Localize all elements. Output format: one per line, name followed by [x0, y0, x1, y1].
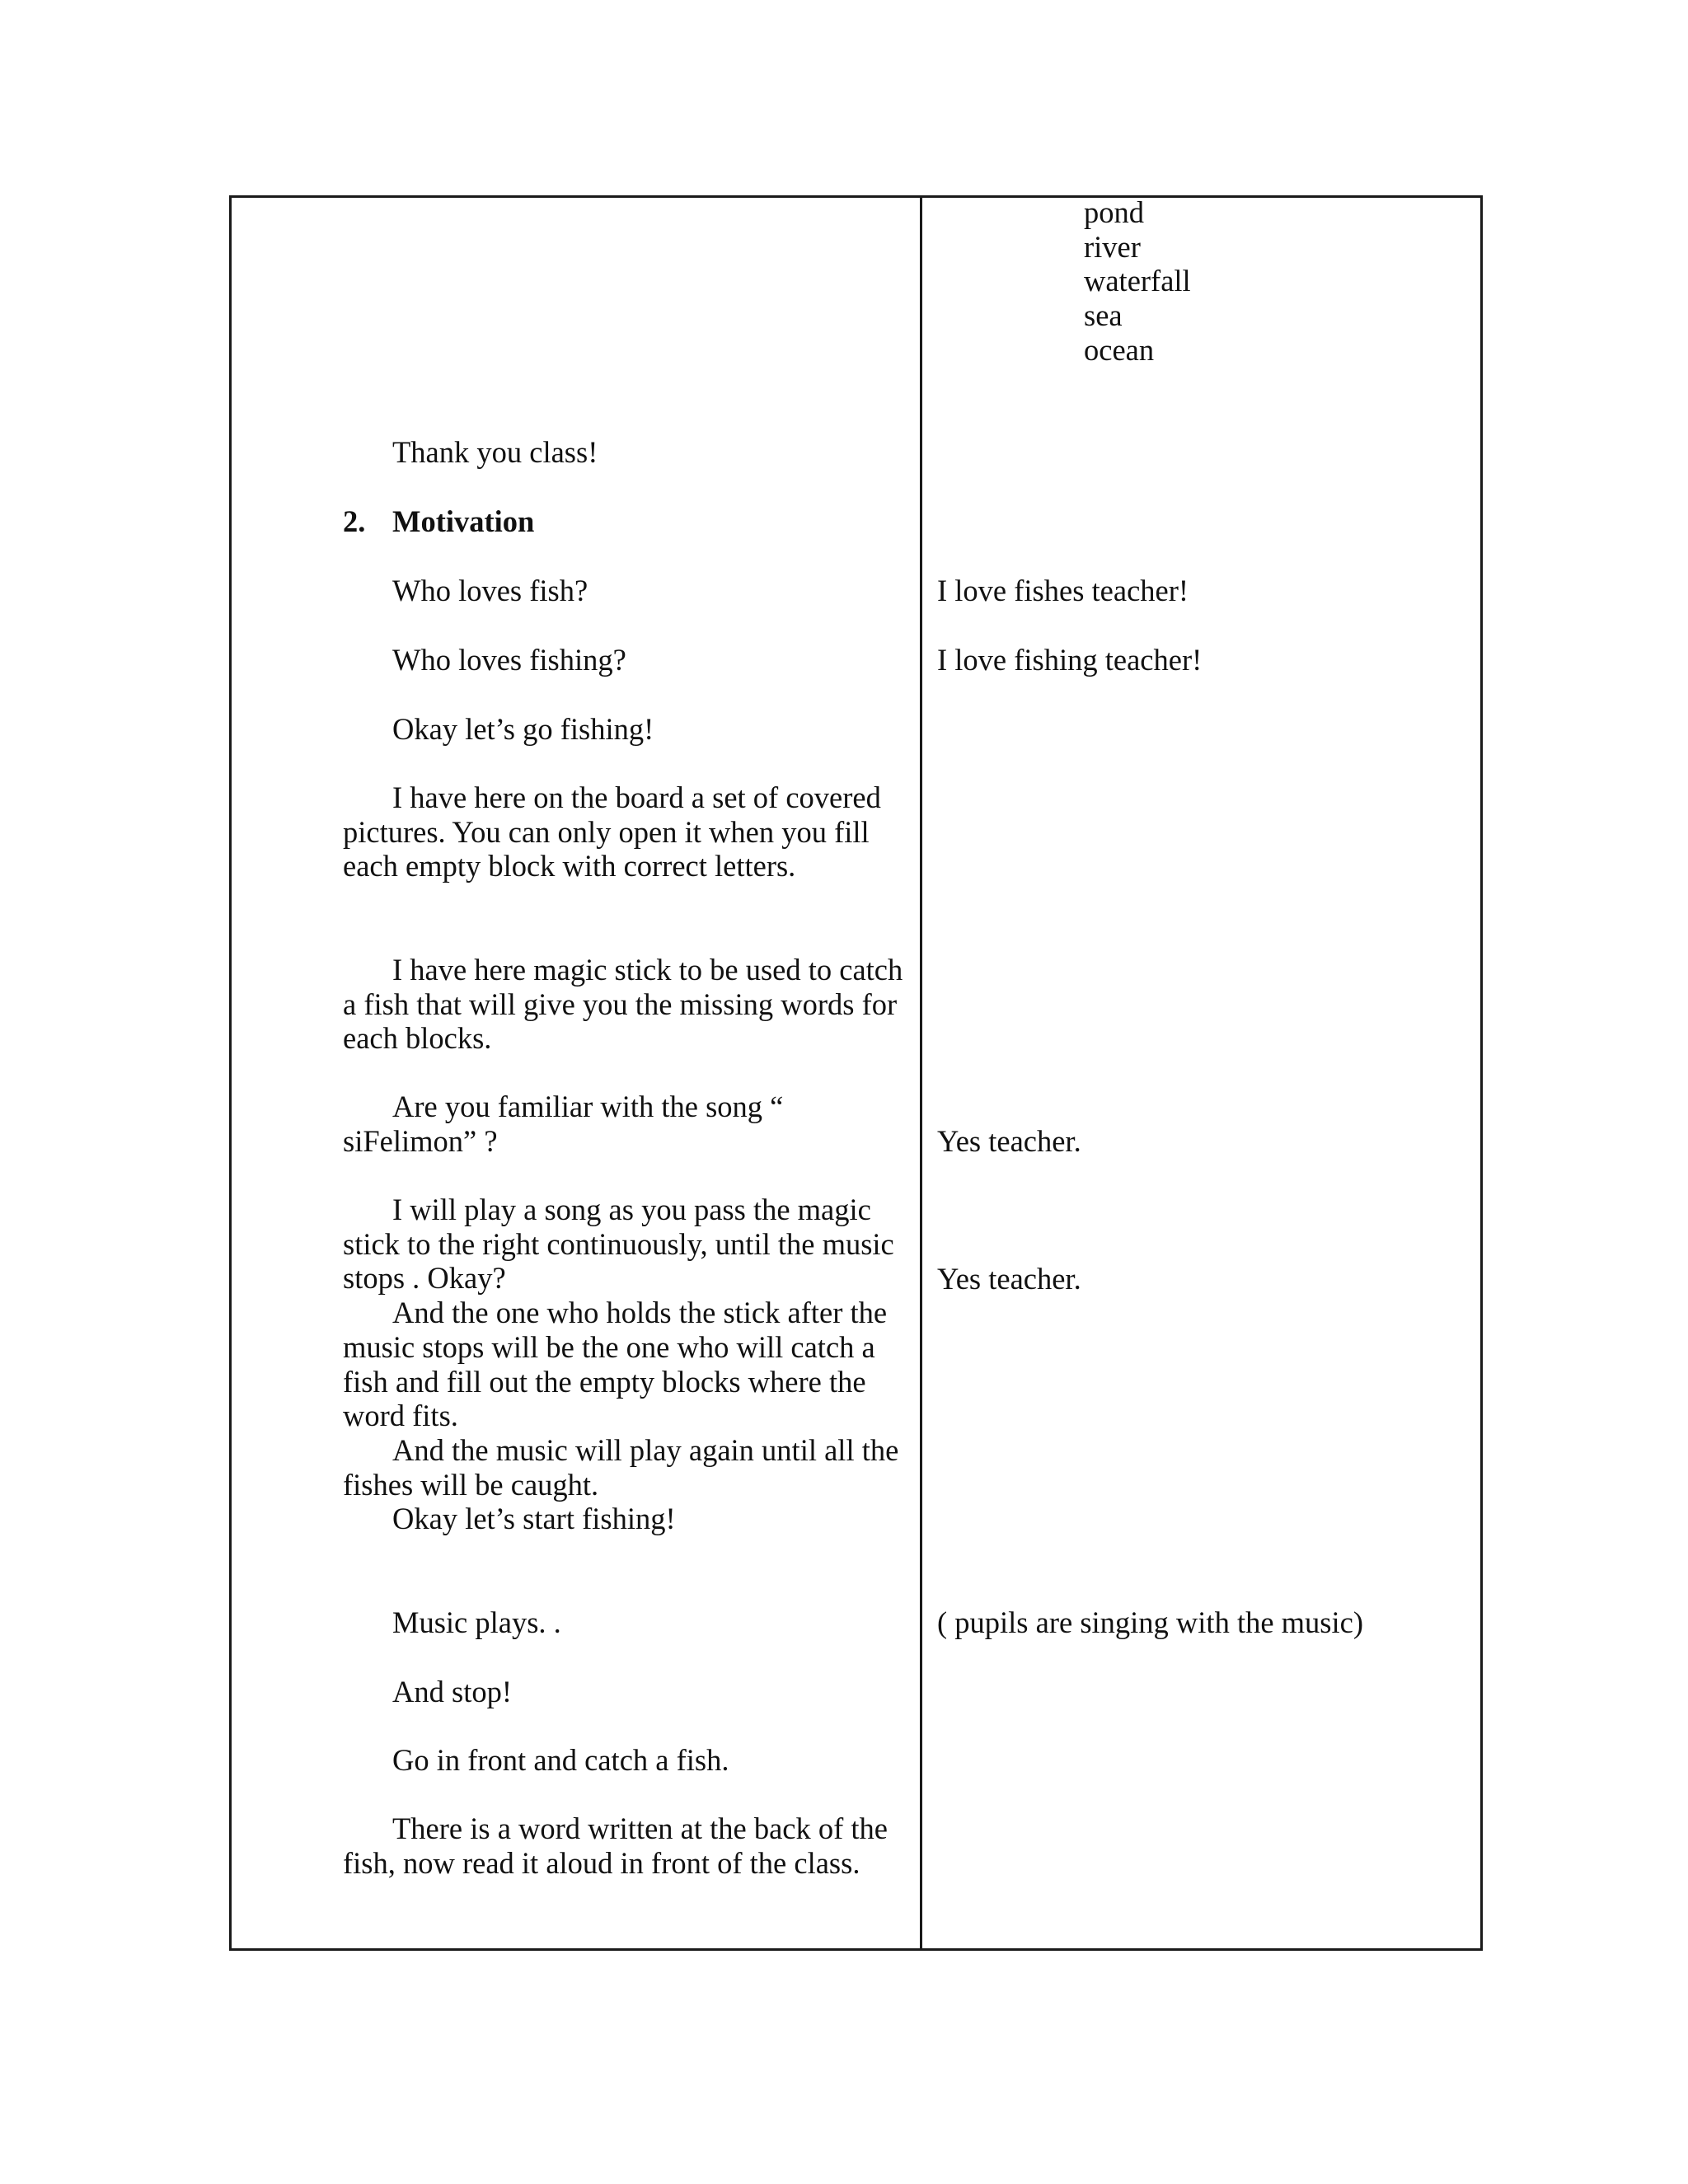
paragraph-line: stick to the right continuously, until the music [343, 1226, 894, 1261]
magic-stick-paragraph [343, 953, 903, 1056]
paragraph-line: siFelimon” ? [343, 1123, 498, 1158]
instructions-paragraph [343, 1193, 898, 1536]
paragraph-line: a fish that will give you the missing words for [343, 987, 898, 1021]
list-item: sea [1084, 298, 1123, 333]
paragraph-line: stops . Okay? [343, 1261, 506, 1296]
response-fish: I love fishes teacher! [937, 574, 1189, 607]
section-number: 2. [343, 504, 366, 538]
thank-you-line: Thank you class! [392, 435, 598, 469]
board-paragraph [343, 780, 881, 883]
column-divider [920, 195, 922, 1951]
paragraph-line: And the music will play again until all the [392, 1432, 899, 1467]
list-item: ocean [1084, 332, 1155, 367]
and-stop-line: And stop! [392, 1675, 512, 1708]
paragraph-line: fish and fill out the empty blocks where the [343, 1364, 866, 1399]
paragraph-line: Okay let’s start fishing! [392, 1502, 676, 1536]
paragraph-line: music stops will be the one who will catch a [343, 1329, 875, 1364]
response-music: ( pupils are singing with the music) [937, 1605, 1364, 1639]
paragraph-line: fish, now read it aloud in front of the class. [343, 1845, 860, 1880]
paragraph-line: I have here magic stick to be used to catch [392, 953, 903, 987]
response-familiar: Yes teacher. [937, 1124, 1081, 1158]
lets-go-fishing-line: Okay let’s go fishing! [392, 712, 654, 746]
song-paragraph [343, 1090, 783, 1158]
paragraph-line: And the one who holds the stick after the [392, 1296, 888, 1330]
response-fishing: I love fishing teacher! [937, 643, 1203, 677]
music-plays-line: Music plays. . [392, 1605, 561, 1639]
paragraph-line: word fits. [343, 1399, 458, 1433]
paragraph-line: There is a word written at the back of the [392, 1811, 889, 1845]
question-fish: Who loves fish? [392, 574, 588, 607]
paragraph-line: each empty block with correct letters. [343, 849, 796, 883]
go-front-line: Go in front and catch a fish. [392, 1743, 729, 1777]
paragraph-line: fishes will be caught. [343, 1467, 599, 1502]
paragraph-line: I will play a song as you pass the magic [392, 1193, 871, 1226]
paragraph-line: each blocks. [343, 1021, 492, 1056]
question-fishing: Who loves fishing? [392, 643, 626, 677]
paragraph-line: Are you familiar with the song “ [392, 1090, 784, 1123]
list-item: waterfall [1084, 264, 1191, 298]
section-title: Motivation [392, 504, 535, 538]
list-item: river [1084, 229, 1141, 264]
list-item: pond [1084, 195, 1144, 229]
response-okay: Yes teacher. [937, 1262, 1081, 1296]
word-paragraph [343, 1811, 888, 1880]
water-forms-list [1084, 195, 1191, 368]
paragraph-line: I have here on the board a set of covered [392, 780, 881, 814]
paragraph-line: pictures. You can only open it when you fill [343, 814, 870, 849]
